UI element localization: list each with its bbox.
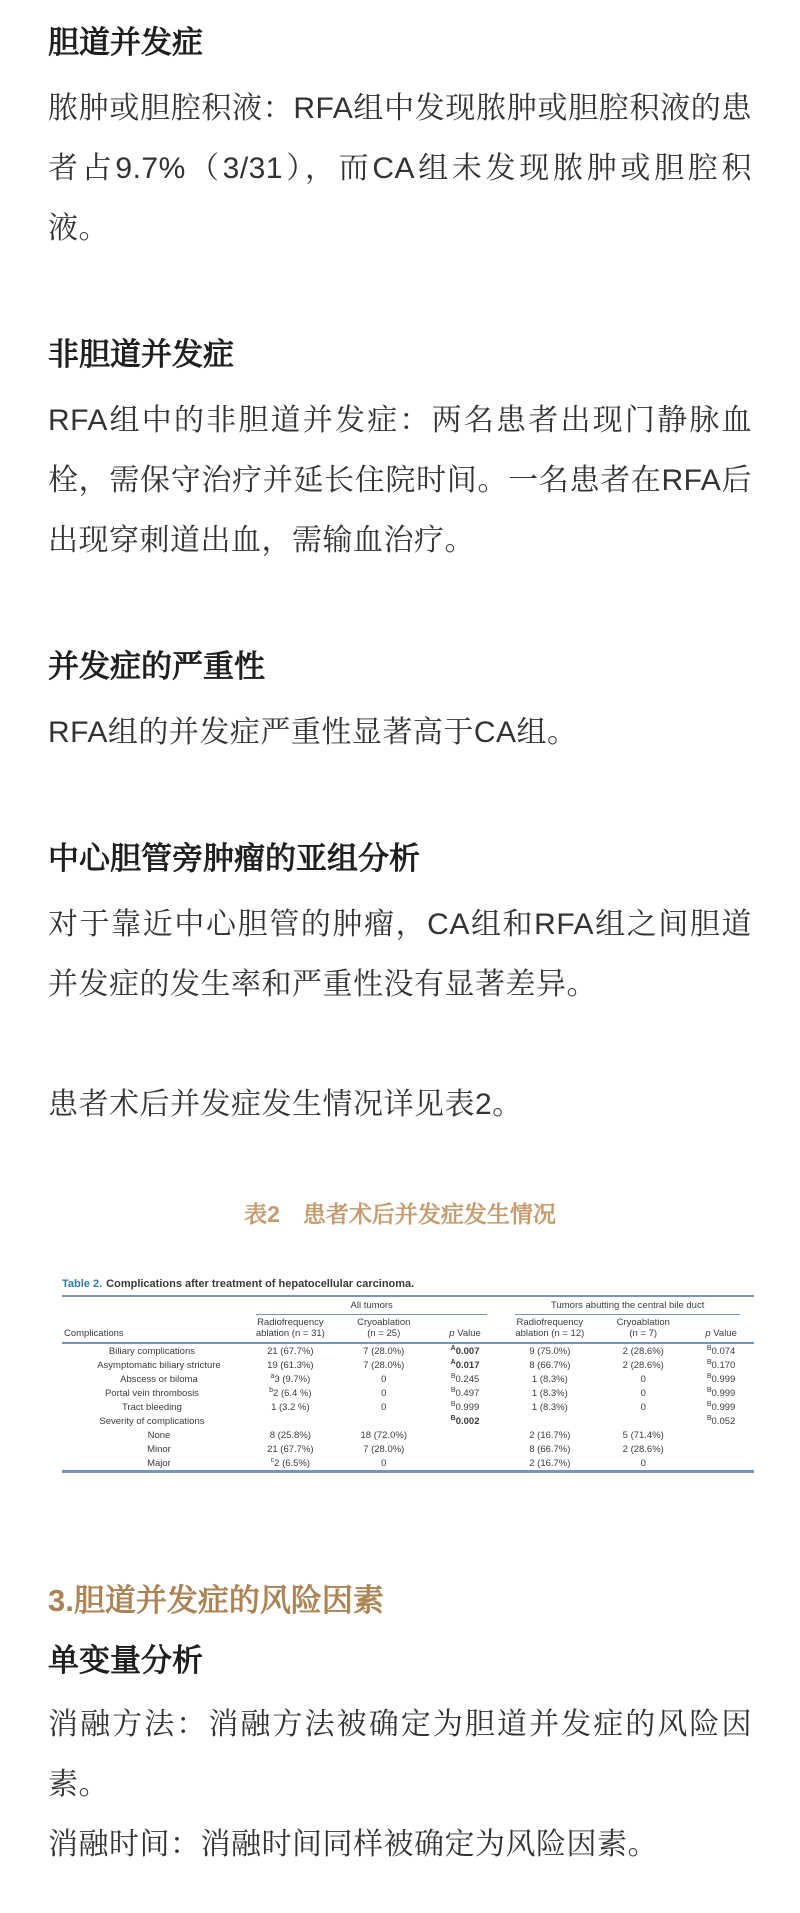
empty-cell <box>62 1296 242 1315</box>
table-cell: $^B$0.999 <box>706 1386 736 1399</box>
article-body <box>0 15 800 1905</box>
column-header-complications: Complications <box>62 1315 242 1343</box>
table-column-header-row <box>62 1315 754 1343</box>
table2 <box>62 1295 754 1473</box>
table-cell: $^b$2 (6.4 %) <box>269 1386 312 1399</box>
table-cell: 1 (3.2 %) <box>271 1401 310 1413</box>
table-title <box>62 1277 754 1291</box>
table-cell: $^B$0.999 <box>706 1400 736 1413</box>
table-cell <box>688 1456 754 1472</box>
table-cell: $^B$0.245 <box>450 1372 480 1385</box>
paragraph: 脓肿或胆腔积液：RFA组中发现脓肿或胆腔积液的患者占9.7%（3/31），而CA组未发现脓肿或胆腔积液。 <box>48 92 752 245</box>
table-row <box>62 1442 754 1456</box>
table-cell: 7 (28.0%) <box>363 1345 405 1357</box>
section-heading-biliary-complications: 胆道并发症 <box>48 25 203 60</box>
table-cell: $^A$0.007 <box>450 1344 480 1357</box>
paragraph-ablation-method: 消融方法：消融方法被确定为胆道并发症的风险因素。 <box>48 1708 752 1801</box>
table-cell <box>242 1414 339 1428</box>
table-cell: 5 (71.4%) <box>622 1429 664 1441</box>
row-label: Tract bleeding <box>122 1401 182 1413</box>
paragraph-table-reference: 患者术后并发症发生情况详见表2。 <box>48 1088 523 1121</box>
table-cell <box>429 1456 502 1472</box>
row-label: Biliary complications <box>108 1345 195 1357</box>
table-cell: 1 (8.3%) <box>531 1387 568 1399</box>
table-title-label: Table 2. <box>62 1278 103 1290</box>
column-header-pvalue-all: p Value <box>429 1315 502 1343</box>
section-heading-severity: 并发症的严重性 <box>48 649 265 684</box>
table-cell: 0 <box>381 1373 387 1385</box>
column-header-cryo-all: Cryoablation (n = 25) <box>339 1315 429 1343</box>
table-cell <box>501 1414 598 1428</box>
column-header-cryo-abutting: Cryoablation (n = 7) <box>598 1315 688 1343</box>
table-cell: $^B$0.170 <box>706 1358 736 1371</box>
group-header-all-tumors: All tumors <box>242 1296 501 1315</box>
table-cell: 2 (16.7%) <box>529 1457 571 1469</box>
table-cell: 2 (28.6%) <box>622 1443 664 1455</box>
paragraph-ablation-time: 消融时间：消融时间同样被确定为风险因素。 <box>48 1828 658 1861</box>
table-group-header-row <box>62 1296 754 1315</box>
row-label: Portal vein thrombosis <box>104 1387 199 1399</box>
section-heading-nonbiliary-complications: 非胆道并发症 <box>48 337 234 372</box>
table-cell <box>429 1428 502 1442</box>
table-cell: $^B$0.999 <box>706 1372 736 1385</box>
table-row <box>62 1343 754 1358</box>
paragraph: 对于靠近中心胆管的肿瘤，CA组和RFA组之间胆道并发症的发生率和严重性没有显著差异。 <box>48 908 752 1001</box>
table-row <box>62 1400 754 1414</box>
table-row <box>62 1358 754 1372</box>
column-header-pvalue-abutting: p Value <box>688 1315 754 1343</box>
table-row <box>62 1386 754 1400</box>
table-cell: 0 <box>381 1387 387 1399</box>
paragraph: RFA组的并发症严重性显著高于CA组。 <box>48 716 578 749</box>
table-cell: $^B$0.497 <box>450 1386 480 1399</box>
table-cell: $^c$2 (6.5%) <box>270 1456 311 1469</box>
table-cell: 0 <box>640 1457 646 1469</box>
column-header-rfa-abutting: Radiofrequency ablation (n = 12) <box>501 1315 598 1343</box>
paragraph: RFA组中的非胆道并发症：两名患者出现门静脉血栓，需保守治疗并延长住院时间。一名患者在RFA后出现穿刺道出血，需输血治疗。 <box>48 404 752 557</box>
table-cell: 0 <box>381 1457 387 1469</box>
table-cell: $^B$0.999 <box>450 1400 480 1413</box>
table-cell: 1 (8.3%) <box>531 1401 568 1413</box>
table-cell: 19 (61.3%) <box>267 1359 314 1371</box>
table-cell: 2 (16.7%) <box>529 1429 571 1441</box>
table-cell: 7 (28.0%) <box>363 1359 405 1371</box>
table-cell <box>339 1414 429 1428</box>
table-cell: 8 (66.7%) <box>529 1359 571 1371</box>
table-cell: 0 <box>640 1401 646 1413</box>
table-cell: 9 (75.0%) <box>529 1345 571 1357</box>
table-cell: 0 <box>640 1387 646 1399</box>
table-cell: 18 (72.0%) <box>360 1429 407 1441</box>
table-cell: 8 (25.8%) <box>269 1429 311 1441</box>
row-label: Minor <box>147 1443 171 1455</box>
table-cell <box>688 1442 754 1456</box>
table-caption-cn: 表2 患者术后并发症发生情况 <box>244 1201 556 1227</box>
section-heading-risk-factors: 3.胆道并发症的风险因素 <box>48 1583 384 1618</box>
section-heading-univariate: 单变量分析 <box>48 1643 203 1678</box>
section-heading-subgroup-analysis: 中心胆管旁肿瘤的亚组分析 <box>48 841 420 876</box>
table-cell: 8 (66.7%) <box>529 1443 571 1455</box>
table-row <box>62 1456 754 1472</box>
table-cell: $^B$0.002 <box>450 1414 480 1427</box>
table-cell: 0 <box>381 1401 387 1413</box>
row-label: Major <box>147 1457 171 1469</box>
table-cell: $^B$0.074 <box>706 1344 736 1357</box>
table-cell: 2 (28.6%) <box>622 1345 664 1357</box>
table-cell: 7 (28.0%) <box>363 1443 405 1455</box>
table-row <box>62 1372 754 1386</box>
column-header-rfa-all: Radiofrequency ablation (n = 31) <box>242 1315 339 1343</box>
table-cell: 2 (28.6%) <box>622 1359 664 1371</box>
table-body <box>62 1343 754 1472</box>
table-cell <box>688 1428 754 1442</box>
row-label: Severity of complications <box>99 1415 205 1427</box>
table-cell: $^A$0.017 <box>450 1358 480 1371</box>
table-row <box>62 1414 754 1428</box>
table-title-text: Complications after treatment of hepatocellular carcinoma. <box>106 1278 415 1290</box>
table-cell: $^B$0.052 <box>706 1414 736 1427</box>
table-cell: 21 (67.7%) <box>267 1443 314 1455</box>
table-cell: 1 (8.3%) <box>531 1373 568 1385</box>
table-cell: 21 (67.7%) <box>267 1345 314 1357</box>
table-cell: $^a$3 (9.7%) <box>270 1372 311 1385</box>
table-cell <box>429 1442 502 1456</box>
row-label: Abscess or biloma <box>120 1373 198 1385</box>
table-cell <box>598 1414 688 1428</box>
table2-figure <box>62 1277 754 1473</box>
row-label: Asymptomatic biliary stricture <box>97 1359 221 1371</box>
table-cell: 0 <box>640 1373 646 1385</box>
row-label: None <box>147 1429 171 1441</box>
table-row <box>62 1428 754 1442</box>
group-header-abutting: Tumors abutting the central bile duct <box>501 1296 754 1315</box>
